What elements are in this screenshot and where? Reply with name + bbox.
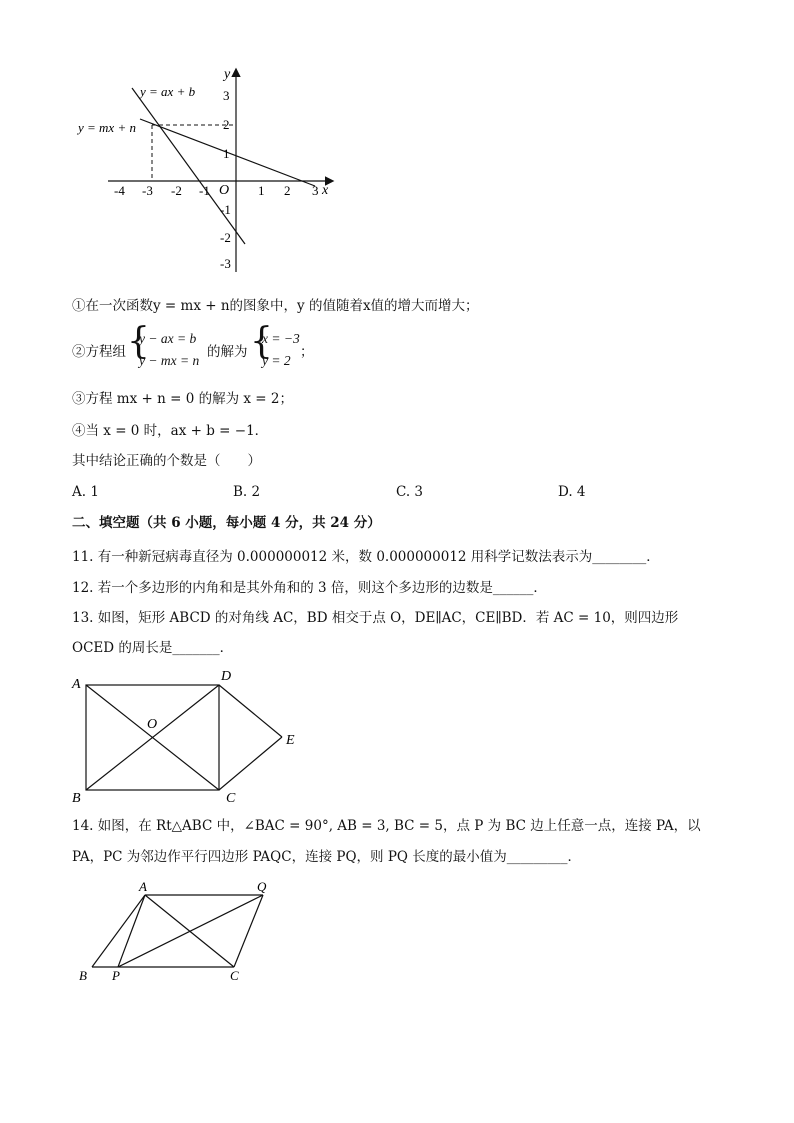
x-tick: 2	[284, 183, 291, 198]
brace-left: {	[127, 321, 150, 362]
statement-2-prefix: ②方程组	[72, 344, 126, 360]
statement-2-suffix: ；	[300, 344, 314, 360]
y-tick: -3	[220, 256, 231, 271]
point-d-label: D	[221, 669, 232, 684]
point-a-label: A	[139, 879, 147, 894]
x-tick: -2	[171, 183, 182, 198]
option-c[interactable]: C. 3	[396, 484, 424, 500]
question-13-line-1: 13. 如图，矩形 ABCD 的对角线 AC，BD 相交于点 O，DE∥AC，CE∥BD．若 AC = 10，则四边形	[72, 610, 679, 626]
question-14-line-1: 14. 如图，在 Rt△ABC 中，∠BAC = 90°, AB = 3, BC = 5，点 P 为 BC 边上任意一点，连接 PA，以	[72, 818, 701, 834]
segment-de	[219, 685, 282, 737]
y-tick: 2	[223, 117, 230, 132]
y-tick: -1	[220, 202, 231, 217]
figure-14-parallelogram	[70, 876, 290, 988]
point-q-label: Q	[257, 879, 267, 894]
point-b-label: B	[79, 968, 87, 983]
solution-y: y = 2	[262, 353, 291, 368]
function-graph	[70, 62, 350, 282]
origin-label: O	[219, 183, 230, 198]
option-a[interactable]: A. 1	[72, 484, 99, 500]
system-eq-1: y − ax = b	[139, 331, 197, 346]
statement-1: ①在一次函数y = mx + n的图象中，y 的值随着x值的增大而增大；	[72, 298, 479, 314]
brace-right: {	[250, 321, 273, 362]
line-ax-b	[132, 88, 245, 244]
x-tick: 1	[258, 183, 265, 198]
line2-label: y = mx + n	[78, 120, 136, 135]
point-c-label: C	[230, 968, 239, 983]
x-tick: -1	[199, 183, 210, 198]
question-12: 12. 若一个多边形的内角和是其外角和的 3 倍，则这个多边形的边数是______．	[72, 580, 547, 596]
point-e-label: E	[286, 733, 295, 748]
question-prompt: 其中结论正确的个数是（ ）	[72, 453, 261, 469]
segment-ce	[219, 737, 282, 790]
point-b-label: B	[72, 791, 81, 806]
x-tick: 3	[312, 183, 319, 198]
figure-13-rectangle	[66, 666, 316, 806]
option-d[interactable]: D. 4	[558, 484, 586, 500]
statement-4: ④当 x = 0 时，ax + b = −1．	[72, 423, 269, 439]
x-axis-label: x	[322, 183, 329, 198]
segment-ba	[92, 895, 145, 967]
y-tick: 3	[223, 88, 230, 103]
segment-qc	[234, 895, 263, 967]
point-a-label: A	[72, 677, 81, 692]
question-13-line-2: OCED 的周长是_______．	[72, 640, 234, 656]
system-eq-2: y − mx = n	[139, 353, 200, 368]
option-b[interactable]: B. 2	[233, 484, 261, 500]
x-tick: -3	[142, 183, 153, 198]
solution-x: x = −3	[262, 331, 300, 346]
segment-pq	[118, 895, 263, 967]
y-tick: 1	[223, 146, 230, 161]
question-14-line-2: PA，PC 为邻边作平行四边形 PAQC，连接 PQ，则 PQ 长度的最小值为_________．	[72, 849, 582, 865]
point-c-label: C	[226, 791, 236, 806]
x-tick: -4	[114, 183, 125, 198]
section-2-title: 二、填空题（共 6 小题，每小题 4 分，共 24 分）	[72, 515, 381, 531]
question-11: 11. 有一种新冠病毒直径为 0.000000012 米，数 0.000000012 用科学记数法表示为________．	[72, 549, 660, 565]
y-tick: -2	[220, 230, 231, 245]
line1-label: y = ax + b	[140, 84, 196, 99]
statement-3: ③方程 mx + n = 0 的解为 x = 2；	[72, 391, 293, 407]
statement-2-mid: 的解为	[207, 344, 248, 360]
point-p-label: P	[112, 968, 120, 983]
y-axis-label: y	[224, 67, 231, 82]
point-o-label: O	[147, 717, 158, 732]
